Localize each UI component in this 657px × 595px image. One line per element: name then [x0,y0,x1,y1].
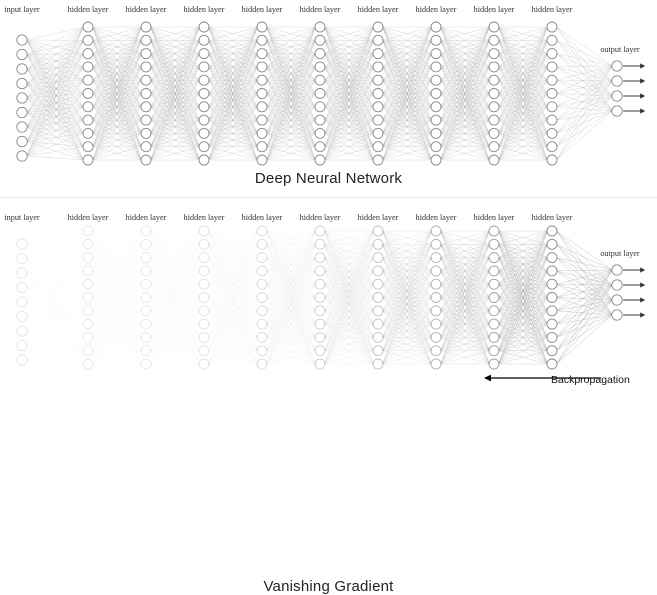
neuron-node [17,107,27,117]
neuron-node [489,155,499,165]
neuron-node [257,279,267,289]
neuron-node [199,89,209,99]
label-hidden-layer: hidden layer [300,213,341,222]
neuron-node [373,279,383,289]
neuron-node [141,102,151,112]
neuron-node [83,22,93,32]
neuron-node [315,142,325,152]
neuron-node [315,155,325,165]
neuron-node [489,115,499,125]
label-hidden-layer: hidden layer [532,213,573,222]
neuron-node [373,226,383,236]
neuron-node [199,22,209,32]
neuron-node [431,306,441,316]
neuron-node [257,253,267,263]
neuron-node [17,253,27,263]
neuron-node [199,253,209,263]
label-hidden-layer: hidden layer [242,5,283,14]
neuron-node [83,89,93,99]
deep-network-diagram [0,0,657,196]
neuron-node [141,293,151,303]
label-hidden-layer: hidden layer [300,5,341,14]
neuron-node [547,75,557,85]
neuron-node [315,266,325,276]
neuron-node [431,102,441,112]
neuron-node [315,22,325,32]
neuron-node [141,319,151,329]
neuron-node [199,293,209,303]
neuron-node [83,49,93,59]
neuron-node [315,35,325,45]
neuron-node [199,279,209,289]
neuron-node [612,310,622,320]
neuron-node [489,35,499,45]
neuron-node [547,115,557,125]
neuron-node [315,62,325,72]
neuron-node [315,226,325,236]
neuron-node [83,266,93,276]
neuron-node [83,155,93,165]
neuron-node [199,62,209,72]
neuron-node [431,62,441,72]
neuron-node [83,359,93,369]
neuron-node [315,279,325,289]
neuron-node [612,295,622,305]
neuron-node [431,253,441,263]
neuron-node [199,102,209,112]
neuron-node [17,64,27,74]
neuron-node [257,142,267,152]
neuron-node [257,293,267,303]
label-hidden-layer: hidden layer [184,213,225,222]
neuron-node [257,128,267,138]
neuron-node [547,49,557,59]
neuron-node [83,279,93,289]
neuron-node [257,49,267,59]
neuron-node [547,239,557,249]
neuron-node [431,49,441,59]
neuron-node [83,128,93,138]
neuron-node [547,22,557,32]
label-hidden-layer: hidden layer [126,213,167,222]
neuron-node [489,22,499,32]
neuron-node [489,319,499,329]
neuron-node [315,306,325,316]
neuron-node [315,102,325,112]
neuron-node [83,293,93,303]
neuron-node [547,89,557,99]
neuron-node [83,142,93,152]
neuron-node [547,306,557,316]
neuron-node [431,155,441,165]
label-output-layer: output layer [600,45,640,54]
neuron-node [373,22,383,32]
neuron-node [199,115,209,125]
neuron-node [489,49,499,59]
label-hidden-layer: hidden layer [416,213,457,222]
neuron-node [141,35,151,45]
label-hidden-layer: hidden layer [474,5,515,14]
neuron-node [141,62,151,72]
neuron-node [17,122,27,132]
neuron-node [431,359,441,369]
neuron-node [257,102,267,112]
neuron-node [489,306,499,316]
neuron-node [257,89,267,99]
neuron-node [373,49,383,59]
neuron-node [83,115,93,125]
neuron-node [489,266,499,276]
neuron-node [431,115,441,125]
neuron-node [489,226,499,236]
label-hidden-layer: hidden layer [474,213,515,222]
neuron-node [431,346,441,356]
neuron-node [373,359,383,369]
neuron-node [83,226,93,236]
neuron-node [141,253,151,263]
neuron-node [257,266,267,276]
neuron-node [547,319,557,329]
neuron-node [489,346,499,356]
neuron-node [257,226,267,236]
neuron-node [257,306,267,316]
neuron-node [431,128,441,138]
neuron-node [315,128,325,138]
neuron-node [257,22,267,32]
neuron-node [489,102,499,112]
neuron-node [199,226,209,236]
neuron-node [17,282,27,292]
neuron-node [431,226,441,236]
output-arrows [623,63,645,113]
neuron-node [431,279,441,289]
neuron-node [17,239,27,249]
neuron-node [489,62,499,72]
neuron-node [83,102,93,112]
neuron-node [17,340,27,350]
neuron-node [489,293,499,303]
neuron-node [547,142,557,152]
neuron-node [489,253,499,263]
neuron-node [141,22,151,32]
neuron-node [373,293,383,303]
neuron-node [489,142,499,152]
neuron-node [547,35,557,45]
neuron-node [373,155,383,165]
neuron-node [83,35,93,45]
neuron-node [17,93,27,103]
neuron-node [547,293,557,303]
neuron-node [431,332,441,342]
output-arrows [623,267,645,317]
neuron-node [141,332,151,342]
label-hidden-layer: hidden layer [184,5,225,14]
neuron-node [547,332,557,342]
neuron-node [141,266,151,276]
neuron-node [431,22,441,32]
neuron-node [199,128,209,138]
neuron-node [547,128,557,138]
neuron-node [373,128,383,138]
neuron-node [431,35,441,45]
neuron-node [612,61,622,71]
neuron-node [141,89,151,99]
neuron-node [431,293,441,303]
neuron-node [547,226,557,236]
neuron-node [547,359,557,369]
neuron-node [315,115,325,125]
neuron-node [199,332,209,342]
neuron-node [373,142,383,152]
neuron-node [17,136,27,146]
neuron-node [141,279,151,289]
neuron-node [315,332,325,342]
deep-neural-network-panel [0,0,657,196]
neuron-node [83,319,93,329]
neuron-node [17,151,27,161]
label-hidden-layer: hidden layer [358,213,399,222]
neuron-node [547,102,557,112]
neuron-node [199,359,209,369]
neuron-node [315,319,325,329]
neuron-node [141,226,151,236]
neuron-node [373,239,383,249]
neuron-node [141,359,151,369]
neuron-node [431,89,441,99]
neuron-node [489,279,499,289]
neuron-node [547,279,557,289]
neuron-node [547,266,557,276]
neuron-node [141,49,151,59]
neuron-node [612,91,622,101]
neuron-node [489,332,499,342]
neuron-node [315,346,325,356]
neuron-node [83,75,93,85]
neuron-node [257,346,267,356]
neuron-node [141,75,151,85]
neuron-node [257,115,267,125]
neuron-node [373,62,383,72]
neuron-node [199,306,209,316]
neuron-node [315,75,325,85]
neuron-node [431,266,441,276]
neuron-node [315,253,325,263]
neuron-node [257,332,267,342]
neuron-node [547,155,557,165]
neuron-node [199,319,209,329]
label-hidden-layer: hidden layer [68,5,109,14]
neuron-node [612,280,622,290]
neuron-node [141,155,151,165]
neuron-node [141,239,151,249]
neuron-node [83,306,93,316]
neuron-node [199,142,209,152]
neuron-node [315,359,325,369]
neuron-node [141,306,151,316]
neuron-node [373,115,383,125]
neuron-node [199,239,209,249]
neuron-node [257,155,267,165]
label-hidden-layer: hidden layer [68,213,109,222]
neuron-node [373,35,383,45]
neuron-node [489,239,499,249]
neuron-node [141,346,151,356]
neuron-node [17,297,27,307]
neuron-node [431,142,441,152]
neuron-node [257,239,267,249]
label-input-layer: input layer [4,213,40,222]
neuron-node [257,75,267,85]
neuron-node [83,253,93,263]
label-hidden-layer: hidden layer [358,5,399,14]
neuron-node [199,266,209,276]
neuron-node [17,355,27,365]
neuron-node [612,76,622,86]
label-output-layer: output layer [600,249,640,258]
neuron-node [373,332,383,342]
neuron-node [199,346,209,356]
neuron-node [489,359,499,369]
neuron-node [83,62,93,72]
neuron-node [83,346,93,356]
neuron-node [257,359,267,369]
caption-deep-neural-network: Deep Neural Network [0,170,657,187]
neuron-node [315,293,325,303]
backpropagation-label: Backpropagation [551,374,630,386]
neuron-node [315,89,325,99]
neuron-node [315,239,325,249]
neuron-node [612,265,622,275]
label-input-layer: input layer [4,5,40,14]
neuron-node [141,142,151,152]
neuron-node [199,75,209,85]
neuron-node [17,78,27,88]
neuron-node [373,346,383,356]
neuron-node [547,346,557,356]
neuron-node [141,115,151,125]
neuron-node [373,253,383,263]
neuron-node [373,306,383,316]
neuron-node [141,128,151,138]
neuron-node [83,332,93,342]
neuron-node [17,268,27,278]
neuron-node [373,89,383,99]
label-hidden-layer: hidden layer [126,5,167,14]
label-hidden-layer: hidden layer [416,5,457,14]
neuron-node [257,62,267,72]
neuron-node [373,266,383,276]
neuron-node [257,35,267,45]
neuron-node [17,311,27,321]
neuron-node [83,239,93,249]
neuron-node [373,319,383,329]
neuron-node [547,253,557,263]
panel-divider [0,197,657,198]
neuron-node [547,62,557,72]
neuron-node [431,239,441,249]
neuron-node [612,106,622,116]
label-hidden-layer: hidden layer [242,213,283,222]
neuron-node [431,319,441,329]
neuron-node [489,128,499,138]
neuron-node [373,75,383,85]
neuron-node [199,35,209,45]
neuron-node [17,35,27,45]
neuron-node [489,75,499,85]
neuron-node [489,89,499,99]
neuron-node [199,49,209,59]
label-hidden-layer: hidden layer [532,5,573,14]
neuron-node [17,49,27,59]
neuron-node [257,319,267,329]
neuron-node [17,326,27,336]
neuron-node [199,155,209,165]
neuron-node [315,49,325,59]
neuron-node [431,75,441,85]
caption-vanishing-gradient: Vanishing Gradient [0,578,657,595]
neuron-node [373,102,383,112]
